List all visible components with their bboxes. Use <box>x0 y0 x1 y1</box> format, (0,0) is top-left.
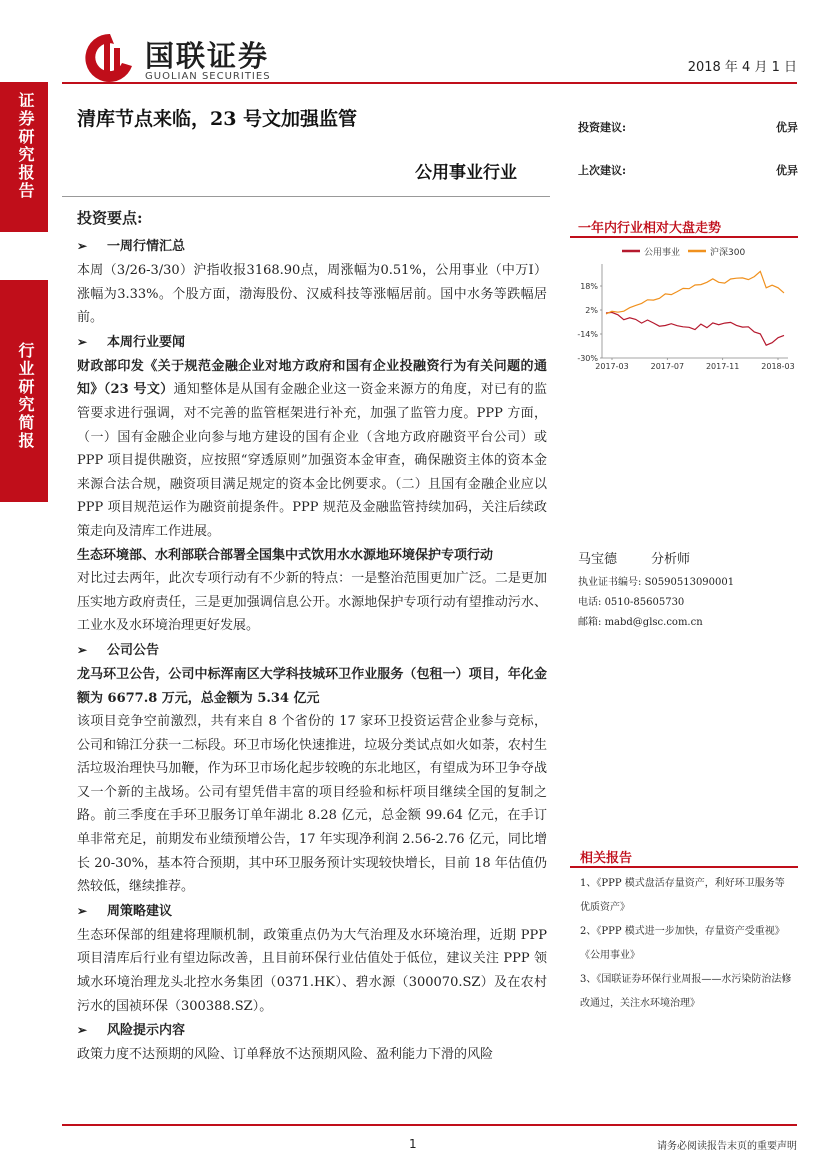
strategy-text: 生态环保部的组建将理顺机制，政策重点仍为大气治理及水环境治理，近期 PPP 项目清库后行业有望边际改善，且目前环保行业估值处于低位，建议关注 PPP 领域水环境治理龙头北控水务集团（0371.HK）、碧水源（300070.SZ）及在农村污水的国祯环保（300388.SZ）。 <box>77 927 547 1014</box>
series-line-hs300 <box>606 271 784 314</box>
x-tick-label: 2017-03 <box>595 362 629 371</box>
y-tick-label: 2% <box>585 306 598 315</box>
related-report-item[interactable]: 1、《PPP 模式盘活存量资产，利好环卫服务等优质资产》 <box>580 878 785 913</box>
analyst-info <box>578 548 798 633</box>
news-item-2-title: 生态环境部、水利部联合部署全国集中式饮用水水源地环境保护专项行动 <box>77 547 494 563</box>
phone-value: 0510-85605730 <box>604 597 685 608</box>
analyst-email <box>578 613 798 633</box>
brand-emblem-icon <box>82 30 138 84</box>
report-date: 2018 年 4 月 1 日 <box>687 60 797 75</box>
section-heading-text: 周策略建议 <box>107 903 173 919</box>
key-points-heading: 投资要点: <box>77 209 143 227</box>
email-value[interactable]: mabd@glsc.com.cn <box>604 617 703 628</box>
section-heading-strategy <box>77 899 547 924</box>
side-tab-label: 证券研究报告 <box>16 92 35 200</box>
industry-name: 公用事业行业 <box>415 163 517 183</box>
section-heading-risk <box>77 1018 547 1043</box>
risk-text: 政策力度不达预期的风险、订单释放不达预期风险、盈利能力下滑的风险 <box>77 1047 494 1063</box>
section-heading-industry-news <box>77 330 547 355</box>
series-line-utilities <box>606 312 784 345</box>
analyst-name: 马宝德 <box>578 552 618 567</box>
rating-current <box>578 119 798 135</box>
phone-label: 电话: <box>578 597 602 608</box>
chart-title: 一年内行业相对大盘走势 <box>578 221 722 236</box>
side-tab-industry-brief <box>0 280 48 502</box>
section-heading-text: 风险提示内容 <box>107 1023 186 1039</box>
relative-trend-chart <box>570 240 798 380</box>
cert-value: S0590513090001 <box>644 577 735 588</box>
legend-label: 公用事业 <box>644 248 681 258</box>
bullet-arrow-icon: ➢ <box>77 903 88 918</box>
section-heading-text: 公司公告 <box>107 642 160 658</box>
email-label: 邮箱: <box>578 617 602 628</box>
main-content <box>77 207 547 1067</box>
y-tick-label: -30% <box>577 354 598 363</box>
x-tick-label: 2017-07 <box>650 362 685 371</box>
brand-logo <box>82 30 312 84</box>
footer-disclaimer: 请务必阅读报告末页的重要声明 <box>657 1141 797 1152</box>
related-reports-list <box>580 872 794 1016</box>
brand-name-en: GUOLIAN SECURITIES <box>145 71 271 82</box>
rating-previous <box>578 162 798 178</box>
rating-value: 优异 <box>776 164 798 177</box>
company-news-body: 该项目竞争空前激烈，共有来自 8 个省份的 17 家环卫投资运营企业参与竞标，公司和锦江分获一二标段。环卫市场化快速推进，垃圾分类试点如火如荼，农村生活垃圾治理快马加鞭，作为环卫市场化起步较晚的东北地区，有望成为环卫争夺战又一个新的主战场。公司有望凭借丰富的项目经验和标杆项目继续全国的复制之路。前三季度在手环卫服务订单年湖北 8.28 亿元，总金额 99.64 亿元，在手订单非常充足，前期发布业绩预增公告，17 年实现净利润 2.56-2.76 亿元，同比增长 20-30%，基本符合预期，其中环卫服务预计实现较快增长，目前 18 年估值仍然较低，继续推荐。 <box>77 714 547 895</box>
news-item-1-body: 通知整体是从国有金融企业这一资金来源方的角度，对已有的监管要求进行强调，对不完善的监管框架进行补充，加强了监管力度。PPP 方面，（一）国有金融企业向参与地方建设的国有企业（含地方政府融资平台公司）或 PPP 项目提供融资，应按照“穿透原则”加强资本金审查，确保融资主体的资本金来源合法合规，融资项目满足规定的资本金比例要求。（二）且国有金融企业应以 PPP 项目规范运作为融资前提条件。PPP 规范及金融监管持续加码，关注后续政策走向及清库工作进展。 <box>77 382 547 539</box>
related-reports-divider <box>570 866 798 868</box>
x-tick-label: 2017-11 <box>705 362 740 371</box>
y-tick-label: 18% <box>580 282 598 291</box>
news-item-2-body: 对比过去两年，此次专项行动有不少新的特点：一是整治范围更加广泛。二是更加压实地方政府责任，三是更加强调信息公开。水源地保护专项行动有望推动污水、工业水及水环境治理更好发展。 <box>77 571 547 634</box>
section-heading-company-news <box>77 638 547 663</box>
bullet-arrow-icon: ➢ <box>77 334 88 349</box>
report-title: 清库节点来临，23 号文加强监管 <box>77 108 358 130</box>
cert-label: 执业证书编号: <box>578 577 642 588</box>
weekly-market-text: 本周（3/26-3/30）沪指收报3168.90点，周涨幅为0.51%，公用事业（中万Ⅰ）涨幅为3.33%。个股方面，渤海股份、汉威科技等涨幅居前。国中水务等跌幅居前。 <box>77 263 547 326</box>
side-tab-research-report <box>0 82 48 232</box>
title-divider <box>62 196 550 197</box>
related-report-item[interactable]: 2、《PPP 模式进一步加快，存量资产受重视》《公用事业》 <box>580 926 785 961</box>
section-heading-text: 一周行情汇总 <box>107 239 186 254</box>
section-heading-text: 本周行业要闻 <box>107 334 186 350</box>
footer-divider <box>62 1124 797 1126</box>
company-news-title: 龙马环卫公告，公司中标浑南区大学科技城环卫作业服务（包租一）项目，年化金额为 6677.8 万元，总金额为 5.34 亿元 <box>77 666 547 706</box>
brand-name-cn: 国联证券 <box>145 39 270 73</box>
bullet-arrow-icon: ➢ <box>77 642 88 657</box>
related-reports-title: 相关报告 <box>580 851 633 866</box>
analyst-role: 分析师 <box>651 552 691 567</box>
y-tick-label: -14% <box>577 330 598 339</box>
legend-label: 沪深300 <box>710 248 746 258</box>
news-item-1-title: 财政部印发《关于规范金融企业对地方政府和国有企业投融资行为有关问题的通知》（23 号文） <box>77 358 547 398</box>
side-tab-label: 行业研究简报 <box>16 342 35 450</box>
chart-title-divider <box>570 236 798 238</box>
rating-label: 投资建议: <box>578 121 627 134</box>
page-number: 1 <box>409 1137 417 1151</box>
bullet-arrow-icon: ➢ <box>77 1023 88 1038</box>
bullet-arrow-icon: ➢ <box>77 239 88 253</box>
rating-label: 上次建议: <box>578 164 627 177</box>
related-report-item[interactable]: 3、《国联证券环保行业周报——水污染防治法修改通过，关注水环境治理》 <box>580 974 792 1009</box>
x-tick-label: 2018-03 <box>761 362 795 371</box>
analyst-cert <box>578 573 798 593</box>
analyst-phone <box>578 593 798 613</box>
rating-value: 优异 <box>776 121 798 134</box>
news-item-1 <box>77 355 547 544</box>
header-divider <box>62 82 797 84</box>
section-heading-weekly-market <box>77 234 547 259</box>
